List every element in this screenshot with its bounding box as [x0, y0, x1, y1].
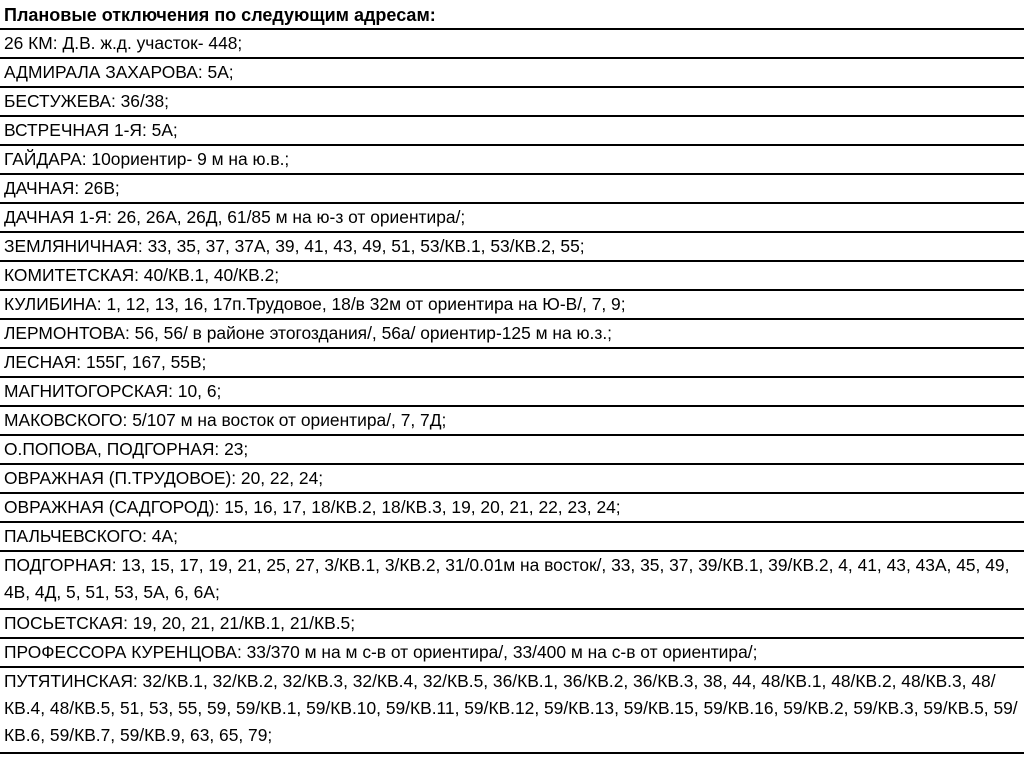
- address-row-dachnaya: ДАЧНАЯ: 26В;: [0, 175, 1024, 204]
- address-row-vstrechnaya-1: ВСТРЕЧНАЯ 1-Я: 5А;: [0, 117, 1024, 146]
- address-row-lesnaya: ЛЕСНАЯ: 155Г, 167, 55В;: [0, 349, 1024, 378]
- address-row-lermontova: ЛЕРМОНТОВА: 56, 56/ в районе этогоздания/, 56а/ ориентир-125 м на ю.з.;: [0, 320, 1024, 349]
- address-row-podgornaya: ПОДГОРНАЯ: 13, 15, 17, 19, 21, 25, 27, 3/КВ.1, 3/КВ.2, 31/0.01м на восток/, 33, 35, 37, 39/КВ.1, 39/КВ.2, 4, 41, 43, 43А, 45, 49, 4В, 4Д, 5, 51, 53, 5А, 6, 6А;: [0, 552, 1024, 610]
- sheet-title: Плановые отключения по следующим адресам:: [0, 0, 1024, 30]
- address-row-professora-kurentsova: ПРОФЕССОРА КУРЕНЦОВА: 33/370 м на м с-в от ориентира/, 33/400 м на с-в от ориентира/;: [0, 639, 1024, 668]
- address-row-putyatinskaya: ПУТЯТИНСКАЯ: 32/КВ.1, 32/КВ.2, 32/КВ.3, 32/КВ.4, 32/КВ.5, 36/КВ.1, 36/КВ.2, 36/КВ.3, 38, 44, 48/КВ.1, 48/КВ.2, 48/КВ.3, 48/КВ.4, 48/КВ.5, 51, 53, 55, 59, 59/КВ.1, 59/КВ.10, 59/КВ.11, 59/КВ.12, 59/КВ.13, 59/КВ.15, 59/КВ.16, 59/КВ.2, 59/КВ.3, 59/КВ.5, 59/КВ.6, 59/КВ.7, 59/КВ.9, 63, 65, 79;: [0, 668, 1024, 754]
- address-row-posetskaya: ПОСЬЕТСКАЯ: 19, 20, 21, 21/КВ.1, 21/КВ.5;: [0, 610, 1024, 639]
- address-row-o-popova: О.ПОПОВА, ПОДГОРНАЯ: 23;: [0, 436, 1024, 465]
- address-row-magnitogorskaya: МАГНИТОГОРСКАЯ: 10, 6;: [0, 378, 1024, 407]
- address-row-zemlyanichnaya: ЗЕМЛЯНИЧНАЯ: 33, 35, 37, 37А, 39, 41, 43, 49, 51, 53/КВ.1, 53/КВ.2, 55;: [0, 233, 1024, 262]
- address-row-ovrazhnaya-sadgorod: ОВРАЖНАЯ (САДГОРОД): 15, 16, 17, 18/КВ.2, 18/КВ.3, 19, 20, 21, 22, 23, 24;: [0, 494, 1024, 523]
- address-row-admirala-zakharova: АДМИРАЛА ЗАХАРОВА: 5А;: [0, 59, 1024, 88]
- address-row-ovrazhnaya-trudovoe: ОВРАЖНАЯ (П.ТРУДОВОЕ): 20, 22, 24;: [0, 465, 1024, 494]
- address-row-dachnaya-1: ДАЧНАЯ 1-Я: 26, 26А, 26Д, 61/85 м на ю-з от ориентира/;: [0, 204, 1024, 233]
- address-row-makovskogo: МАКОВСКОГО: 5/107 м на восток от ориентира/, 7, 7Д;: [0, 407, 1024, 436]
- address-row-gaidara: ГАЙДАРА: 10ориентир- 9 м на ю.в.;: [0, 146, 1024, 175]
- address-row-kulibina: КУЛИБИНА: 1, 12, 13, 16, 17п.Трудовое, 18/в 32м от ориентира на Ю-В/, 7, 9;: [0, 291, 1024, 320]
- address-row-komitetskaya: КОМИТЕТСКАЯ: 40/КВ.1, 40/КВ.2;: [0, 262, 1024, 291]
- address-row-bestuzheva: БЕСТУЖЕВА: 36/38;: [0, 88, 1024, 117]
- address-row-palchevskogo: ПАЛЬЧЕВСКОГО: 4А;: [0, 523, 1024, 552]
- address-row-26km: 26 КМ: Д.В. ж.д. участок- 448;: [0, 30, 1024, 59]
